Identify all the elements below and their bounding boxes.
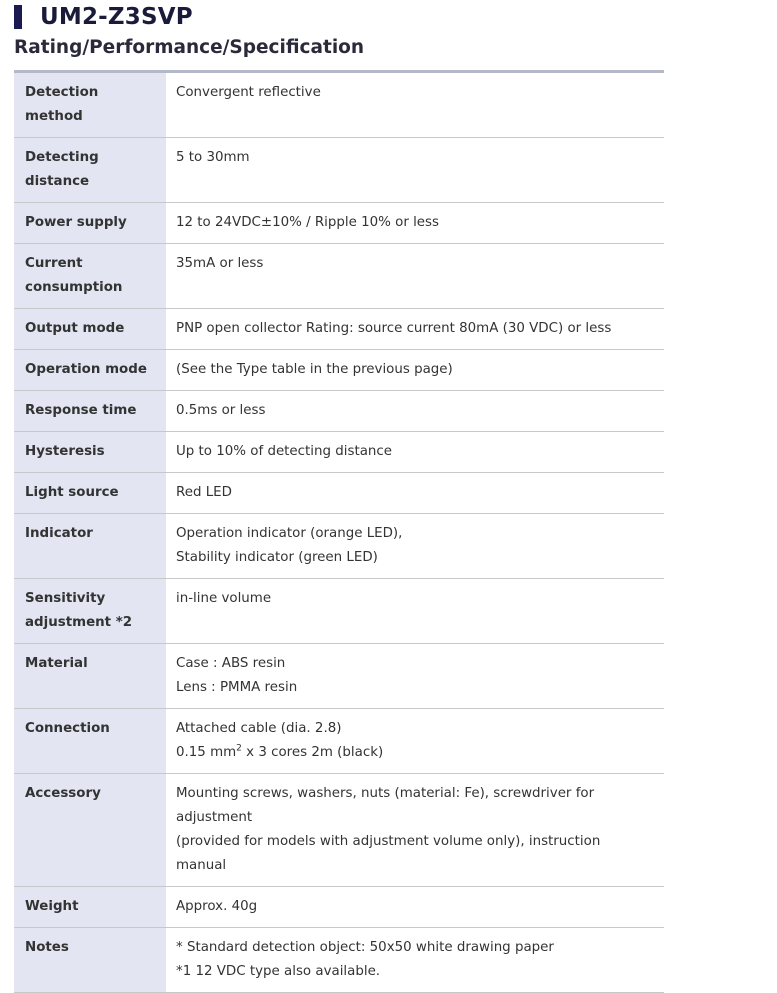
row-value: in-line volume xyxy=(166,579,664,644)
row-label: Response time xyxy=(14,391,166,432)
table-row xyxy=(14,774,664,887)
row-value: * Standard detection object: 50x50 white drawing paper *1 12 VDC type also available. xyxy=(166,928,664,993)
row-value: Mounting screws, washers, nuts (material: Fe), screwdriver for adjustment (provided for models with adjustment volume only), instruction manual xyxy=(166,774,664,887)
row-value: Up to 10% of detecting distance xyxy=(166,432,664,473)
row-value: Case : ABS resin Lens : PMMA resin xyxy=(166,644,664,709)
table-row xyxy=(14,350,664,391)
row-label: Operation mode xyxy=(14,350,166,391)
table-row xyxy=(14,203,664,244)
title-marker xyxy=(14,5,22,29)
table-row xyxy=(14,309,664,350)
table-row xyxy=(14,391,664,432)
table-row xyxy=(14,514,664,579)
row-label: Power supply xyxy=(14,203,166,244)
page-title: UM2-Z3SVP xyxy=(40,4,193,30)
row-value: Convergent reflective xyxy=(166,73,664,138)
row-label: Material xyxy=(14,644,166,709)
spec-table xyxy=(14,73,664,993)
row-label: Sensitivity adjustment *2 xyxy=(14,579,166,644)
row-label: Hysteresis xyxy=(14,432,166,473)
row-value: Operation indicator (orange LED), Stability indicator (green LED) xyxy=(166,514,664,579)
row-value: Red LED xyxy=(166,473,664,514)
row-label: Notes xyxy=(14,928,166,993)
row-label: Indicator xyxy=(14,514,166,579)
table-row xyxy=(14,432,664,473)
row-value: 5 to 30mm xyxy=(166,138,664,203)
table-row xyxy=(14,473,664,514)
table-row xyxy=(14,887,664,928)
row-label: Current consumption xyxy=(14,244,166,309)
row-label: Output mode xyxy=(14,309,166,350)
table-row xyxy=(14,579,664,644)
row-label: Accessory xyxy=(14,774,166,887)
section-heading: Rating/Performance/Specification xyxy=(14,37,365,58)
table-row xyxy=(14,709,664,774)
row-value: 0.5ms or less xyxy=(166,391,664,432)
row-label: Detecting distance xyxy=(14,138,166,203)
table-row xyxy=(14,73,664,138)
row-value: (See the Type table in the previous page) xyxy=(166,350,664,391)
row-value: Approx. 40g xyxy=(166,887,664,928)
table-row xyxy=(14,928,664,993)
row-value: 12 to 24VDC±10% / Ripple 10% or less xyxy=(166,203,664,244)
row-label: Weight xyxy=(14,887,166,928)
row-label: Connection xyxy=(14,709,166,774)
row-label: Detection method xyxy=(14,73,166,138)
row-label: Light source xyxy=(14,473,166,514)
row-value: PNP open collector Rating: source current 80mA (30 VDC) or less xyxy=(166,309,664,350)
row-value: 35mA or less xyxy=(166,244,664,309)
page-title-bar xyxy=(14,4,193,30)
table-row xyxy=(14,138,664,203)
table-row xyxy=(14,644,664,709)
row-value: Attached cable (dia. 2.8) 0.15 $mm^2$ x 3 cores 2m (black) xyxy=(166,709,664,774)
table-row xyxy=(14,244,664,309)
